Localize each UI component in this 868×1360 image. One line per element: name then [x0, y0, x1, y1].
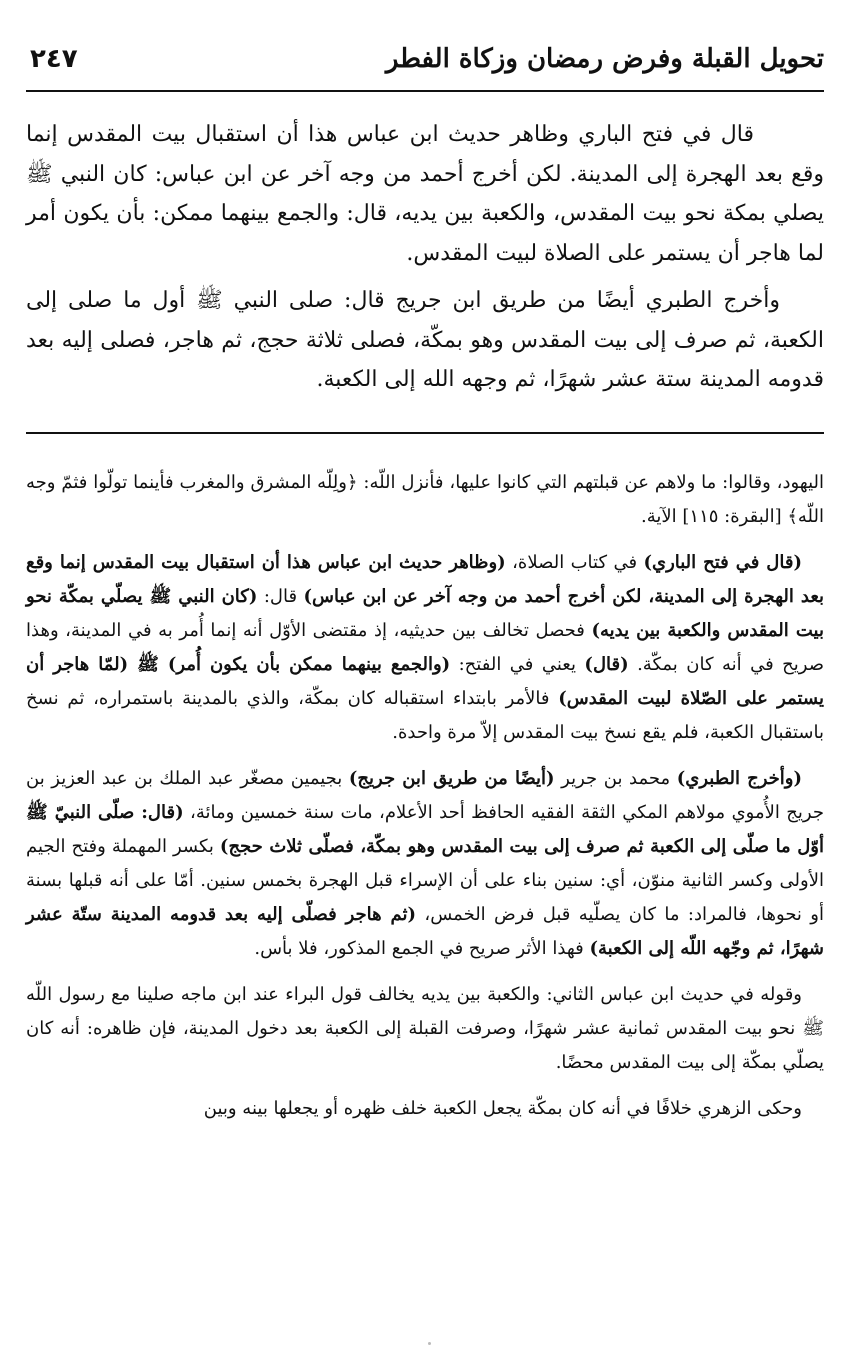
quoted-text: (قال في فتح الباري) — [643, 552, 802, 573]
quoted-text: (والجمع بينهما ممكن بأن يكون أُمر) ﷺ (لمّا هاجر أن يستمر على الصّلاة لبيت المقدس) — [26, 654, 824, 709]
quoted-text: (وظاهر حديث ابن عباس هذا أن استقبال بيت المقدس إنما وقع بعد الهجرة إلى المدينة، لكن أخرج أحمد من وجه آخر عن ابن عباس) — [26, 552, 825, 607]
quoted-text: (أيضًا من طريق ابن جريج) — [348, 768, 555, 789]
commentary-text: يعني في الفتح: — [450, 654, 585, 675]
page-number: ٢٤٧ — [30, 44, 78, 74]
commentary-paragraph-5: وحكى الزهري خلافًا في أنه كان بمكّة يجعل الكعبة خلف ظهره أو يجعلها بينه وبين — [203, 1098, 802, 1119]
page-speck — [428, 1342, 431, 1345]
commentary-text: قال: — [257, 586, 304, 607]
commentary-text: فالأمر بابتداء استقباله كان بمكّة، والذي بالمدينة باستمراره، ثم نسخ باستقبال الكعبة، فلم يقع نسخ بيت المقدس إلاّ مرة واحدة. — [26, 688, 824, 743]
commentary-text: بجيمين مصغّر عبد الملك بن عبد العزيز بن جريج الأُموي مولاهم المكي الثقة الفقيه الحافظ أحد الأعلام، مات سنة خمسين ومائة، — [26, 768, 824, 823]
quoted-text: (قال) — [584, 654, 629, 675]
commentary-paragraph-2 — [26, 546, 824, 750]
commentary-text: محمد بن جرير — [554, 768, 677, 789]
quoted-text: (وأخرج الطبري) — [676, 768, 803, 789]
main-text — [26, 115, 824, 408]
quoted-text: (كان النبي ﷺ يصلّي بمكّة نحو بيت المقدس والكعبة بين يديه) — [26, 586, 824, 641]
commentary — [26, 466, 824, 1138]
main-paragraph-2: وأخرج الطبري أيضًا من طريق ابن جريج قال: صلى النبي ﷺ أول ما صلى إلى الكعبة، ثم صرف إلى بيت المقدس وهو بمكّة، فصلى ثلاثة حجج، ثم هاجر، فصلى إليه بعد قدومه المدينة ستة عشر شهرًا، ثم وجهه الله إلى الكعبة. — [26, 288, 824, 392]
commentary-paragraph-4: وقوله في حديث ابن عباس الثاني: والكعبة بين يديه يخالف قول البراء عند ابن ماجه صلينا مع رسول اللّه ﷺ نحو بيت المقدس ثمانية عشر شهرًا، وصرفت القبلة إلى الكعبة بعد دخول المدينة، فإن ظاهره: أنه كان يصلّي بمكّة إلى بيت المقدس محضًا. — [26, 984, 824, 1073]
commentary-paragraph-1: اليهود، وقالوا: ما ولاهم عن قبلتهم التي كانوا عليها، فأنزل اللّه: ﴿ولِلّه المشرق والمغرب فأينما تولّوا فثمّ وجه اللّه﴾ [البقرة: ١١٥] الآية. — [26, 472, 824, 527]
footnote-divider — [26, 432, 824, 434]
commentary-text: بكسر المهملة وفتح الجيم الأولى وكسر الثانية منوّن، أي: سنين بناء على أن الإسراء قبل الهجرة بخمس سنين. أمّا على أنه قبلها بسنة أو نحوها، فالمراد: ما كان يصلّيه قبل فرض الخمس، — [26, 836, 824, 925]
main-paragraph-1: قال في فتح الباري وظاهر حديث ابن عباس هذا أن استقبال بيت المقدس إنما وقع بعد الهجرة إلى المدينة. لكن أخرج أحمد من وجه آخر عن ابن عباس: كان النبي ﷺ يصلي بمكة نحو بيت المقدس، والكعبة بين يديه، قال: والجمع بينهما ممكن: بأن يكون أمر لما هاجر أن يستمر على الصلاة لبيت المقدس. — [26, 122, 824, 266]
commentary-paragraph-3 — [26, 762, 824, 966]
running-title: تحويل القبلة وفرض رمضان وزكاة الفطر — [385, 44, 824, 74]
quoted-text: (ثم هاجر فصلّى إليه بعد قدومه المدينة ستّة عشر شهرًا، ثم وجّهه اللّه إلى الكعبة) — [26, 904, 824, 959]
commentary-text: فهذا الأثر صريح في الجمع المذكور، فلا بأس. — [254, 938, 590, 959]
quoted-text: (قال: صلّى النبيّ ﷺ أوّل ما صلّى إلى الكعبة ثم صرف إلى بيت المقدس وهو بمكّة، فصلّى ثلاث حجج) — [26, 802, 824, 857]
page-header — [26, 30, 824, 92]
commentary-text: في كتاب الصلاة، — [505, 552, 644, 573]
commentary-text: فحصل تخالف بين حديثيه، إذ مقتضى الأوّل أنه إنما أُمر به في المدينة، وهذا صريح في أنه كان بمكّة. — [26, 620, 824, 675]
